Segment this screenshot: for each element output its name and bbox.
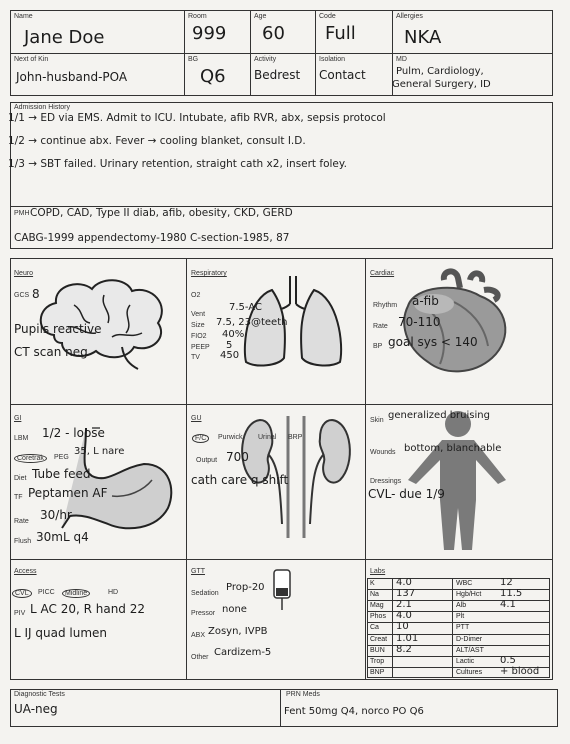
peg-value: 35, L nare [74,446,125,457]
code-label: Code [319,13,336,20]
isolation-value: Contact [319,68,366,82]
lab-value: 0.5 [500,654,516,666]
lab-value: 4.1 [500,599,516,611]
gu-note: cath care q shift [191,473,289,487]
coretrak-option: Coretrak [14,454,47,463]
name-label: Name [14,13,33,20]
kin-value: John-husband-POA [16,70,128,84]
activity-label: Activity [254,56,277,63]
abx-value: Zosyn, IVPB [208,626,268,637]
age-label: Age [254,13,267,20]
room-label: Room [188,13,207,20]
tf-label: TF [14,494,23,501]
history-label: Admission History [14,104,71,111]
abx-label: ABX [191,632,206,639]
lab-label: D-Dimer [456,635,483,643]
hd-option: HD [108,589,119,596]
fio2-label: FIO2 [191,333,207,340]
lab-label: Phos [370,613,386,621]
history-line-2: 1/2 → continue abx. Fever → cooling blanket, consult I.D. [8,135,306,147]
skin-value: generalized bruising [388,410,490,421]
labs-title: Labs [370,568,386,575]
kin-label: Next of Kin [14,56,49,63]
cvl-option: CVL [12,589,32,598]
lab-label: Lactic [456,657,475,665]
size-label: Size [191,322,205,329]
bg-value: Q6 [200,66,226,87]
gi-rate-value: 30/hr [40,508,72,522]
other-value: Cardizem-5 [214,647,272,658]
gcs-value: 8 [32,287,40,301]
bg-label: BG [188,56,199,63]
fio2-value: 40% [222,329,245,340]
lab-value: 11.5 [500,588,523,600]
pupils-note: Pupils reactive [14,322,102,336]
output-value: 700 [226,450,249,464]
peg-label: PEG [54,454,69,461]
skin-label: Skin [370,417,384,424]
lab-label: K [370,580,375,587]
other-label: Other [191,654,209,661]
history-line-1: 1/1 → ED via EMS. Admit to ICU. Intubate, afib RVR, abx, sepsis protocol [8,112,386,124]
piv-value: L AC 20, R hand 22 [30,602,146,616]
ct-note: CT scan neg [14,345,88,359]
body-icon [402,404,512,552]
wounds-value: bottom, blanchable [404,443,502,454]
urinal-option: Urinal [258,434,277,441]
history-section [10,102,553,249]
diag-label: Diagnostic Tests [14,691,65,698]
brp-option: BRP [288,434,303,441]
bp-label: BP [373,343,383,350]
isolation-label: Isolation [319,56,346,63]
dressings-label: Dressings [370,478,402,485]
gi-rate-label: Rate [14,518,29,525]
rhythm-label: Rhythm [373,302,398,309]
lab-value: 2.1 [396,599,412,611]
neuro-title: Neuro [14,270,34,277]
pressor-value: none [222,604,247,615]
access-title: Access [14,568,37,575]
lbm-value: 1/2 - loose [42,426,105,440]
lbm-label: LBM [14,435,29,442]
sedation-label: Sedation [191,590,219,597]
lab-value: + blood [500,665,540,677]
resp-title: Respiratory [191,270,227,277]
pmh-label: PMH [14,210,30,217]
rhythm-value: a-fib [412,294,439,308]
lab-value: 12 [500,577,513,588]
fc-option: F/C [192,434,209,443]
access-line-3: L IJ quad lumen [14,626,108,640]
diet-value: Tube feed [32,467,91,481]
lab-label: Trop [370,657,385,665]
activity-value: Bedrest [254,68,301,82]
tv-label: TV [191,354,200,361]
pressor-label: Pressor [191,610,216,617]
lab-value: 8.2 [396,643,412,655]
tf-value: Peptamen AF [28,486,108,500]
diag-value: UA-neg [14,702,58,716]
prn-label: PRN Meds [286,691,320,698]
lab-value: 1.01 [396,632,419,644]
allergies-label: Allergies [396,13,423,20]
lab-label: Alb [456,602,467,610]
dressings-value: CVL- due 1/9 [368,487,445,501]
sedation-value: Prop-20 [226,582,265,593]
pmh-line-1: COPD, CAD, Type II diab, afib, obesity, CKD, GERD [30,207,293,219]
age-value: 60 [262,23,285,44]
vent-label: Vent [191,311,206,318]
lab-label: Na [370,591,379,599]
piv-label: PIV [14,610,26,617]
wounds-label: Wounds [370,449,396,456]
midline-option: Midline [62,589,90,598]
lab-label: Cultures [456,668,483,676]
allergies-value: NKA [404,27,442,48]
gu-title: GU [191,415,202,422]
tv-value: 450 [220,350,240,361]
output-label: Output [196,457,218,464]
patient-name: Jane Doe [24,27,105,48]
pmh-line-2: CABG-1999 appendectomy-1980 C-section-1985, 87 [14,232,290,244]
rate-label: Rate [373,323,388,330]
o2-label: O2 [191,292,201,299]
lab-value: 10 [396,621,409,633]
bp-value: goal sys < 140 [388,335,478,349]
flush-label: Flush [14,538,32,545]
size-value: 7.5, 23@teeth [216,317,288,328]
peep-label: PEEP [191,344,210,351]
room-number: 999 [192,23,227,44]
md-line-1: Pulm, Cardiology, [396,66,484,77]
code-value: Full [325,23,356,44]
diet-label: Diet [14,475,27,482]
history-line-3: 1/3 → SBT failed. Urinary retention, straight cath x2, insert foley. [8,158,347,170]
lab-label: WBC [456,580,473,587]
lab-label: Ca [370,624,379,632]
picc-option: PICC [38,589,55,596]
lab-label: Hgb/Hct [456,591,482,599]
lab-label: Creat [370,635,388,643]
flush-value: 30mL q4 [36,530,89,544]
gcs-label: GCS [14,292,30,299]
lab-label: ALT/AST [456,646,484,654]
gtt-title: GTT [191,568,205,575]
lab-label: Mag [370,602,384,610]
gi-title: GI [14,415,22,422]
lab-label: BNP [370,668,385,676]
iv-bag-icon [272,566,292,610]
peep-value: 5 [226,340,233,351]
lab-value: 4.0 [396,610,412,622]
lab-label: PTT [456,624,470,632]
lab-label: Plt [456,613,465,621]
md-line-2: General Surgery, ID [392,79,491,90]
lab-value: 4.0 [396,577,412,588]
lab-value: 137 [396,588,416,600]
cardiac-title: Cardiac [370,270,395,277]
purwick-option: Purwick [218,434,243,441]
vent-value: 7.5-AC [229,302,262,313]
rate-value: 70-110 [398,315,441,329]
lab-label: BUN [370,646,385,654]
md-label: MD [396,56,407,63]
prn-value: Fent 50mg Q4, norco PO Q6 [284,706,424,717]
